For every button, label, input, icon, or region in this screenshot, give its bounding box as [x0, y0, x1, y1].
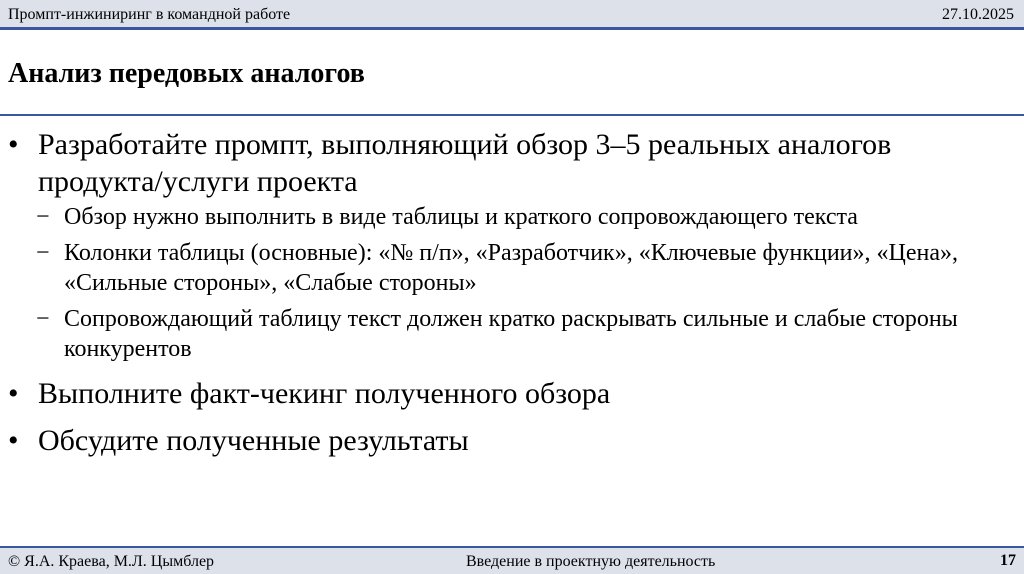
sub-bullet-text: Обзор нужно выполнить в виде таблицы и краткого сопровождающего текста	[64, 204, 858, 230]
bullet-marker: •	[8, 377, 19, 410]
bullet-item	[0, 375, 1014, 412]
sub-bullet-item	[0, 202, 1010, 232]
date: 27.10.2025	[942, 6, 1014, 23]
bullet-item	[0, 422, 1014, 459]
bullet-item	[0, 126, 1014, 200]
page-number: 17	[1000, 552, 1016, 569]
bullet-text: Разработайте промпт, выполняющий обзор 3–5 реальных аналогов продукта/услуги проекта	[38, 128, 892, 198]
bullet-text: Обсудите полученные результаты	[38, 424, 469, 457]
bullet-text: Выполните факт-чекинг полученного обзора	[38, 377, 611, 410]
sub-bullet-marker: −	[36, 204, 50, 230]
sub-bullet-item	[0, 238, 1010, 298]
slide-content	[0, 120, 1024, 459]
header-bar	[0, 0, 1024, 30]
sub-bullet-text: Колонки таблицы (основные): «№ п/п», «Разработчик», «Ключевые функции», «Цена», «Сильные стороны», «Слабые стороны»	[64, 240, 958, 296]
sub-bullet-item	[0, 304, 1010, 364]
footer-bar	[0, 546, 1024, 574]
footer-authors: © Я.А. Краева, М.Л. Цымблер	[8, 553, 215, 570]
bullet-marker: •	[8, 424, 19, 457]
bullet-marker: •	[8, 128, 19, 161]
sub-bullet-marker: −	[36, 240, 50, 266]
footer-subject: Введение в проектную деятельность	[466, 553, 716, 570]
title-divider	[0, 114, 1024, 116]
sub-bullet-text: Сопровождающий таблицу текст должен кратко раскрывать сильные и слабые стороны конкурентов	[64, 306, 958, 362]
course-title: Промпт-инжиниринг в командной работе	[8, 6, 291, 23]
sub-bullet-marker: −	[36, 306, 50, 332]
slide-title: Анализ передовых аналогов	[8, 58, 365, 89]
